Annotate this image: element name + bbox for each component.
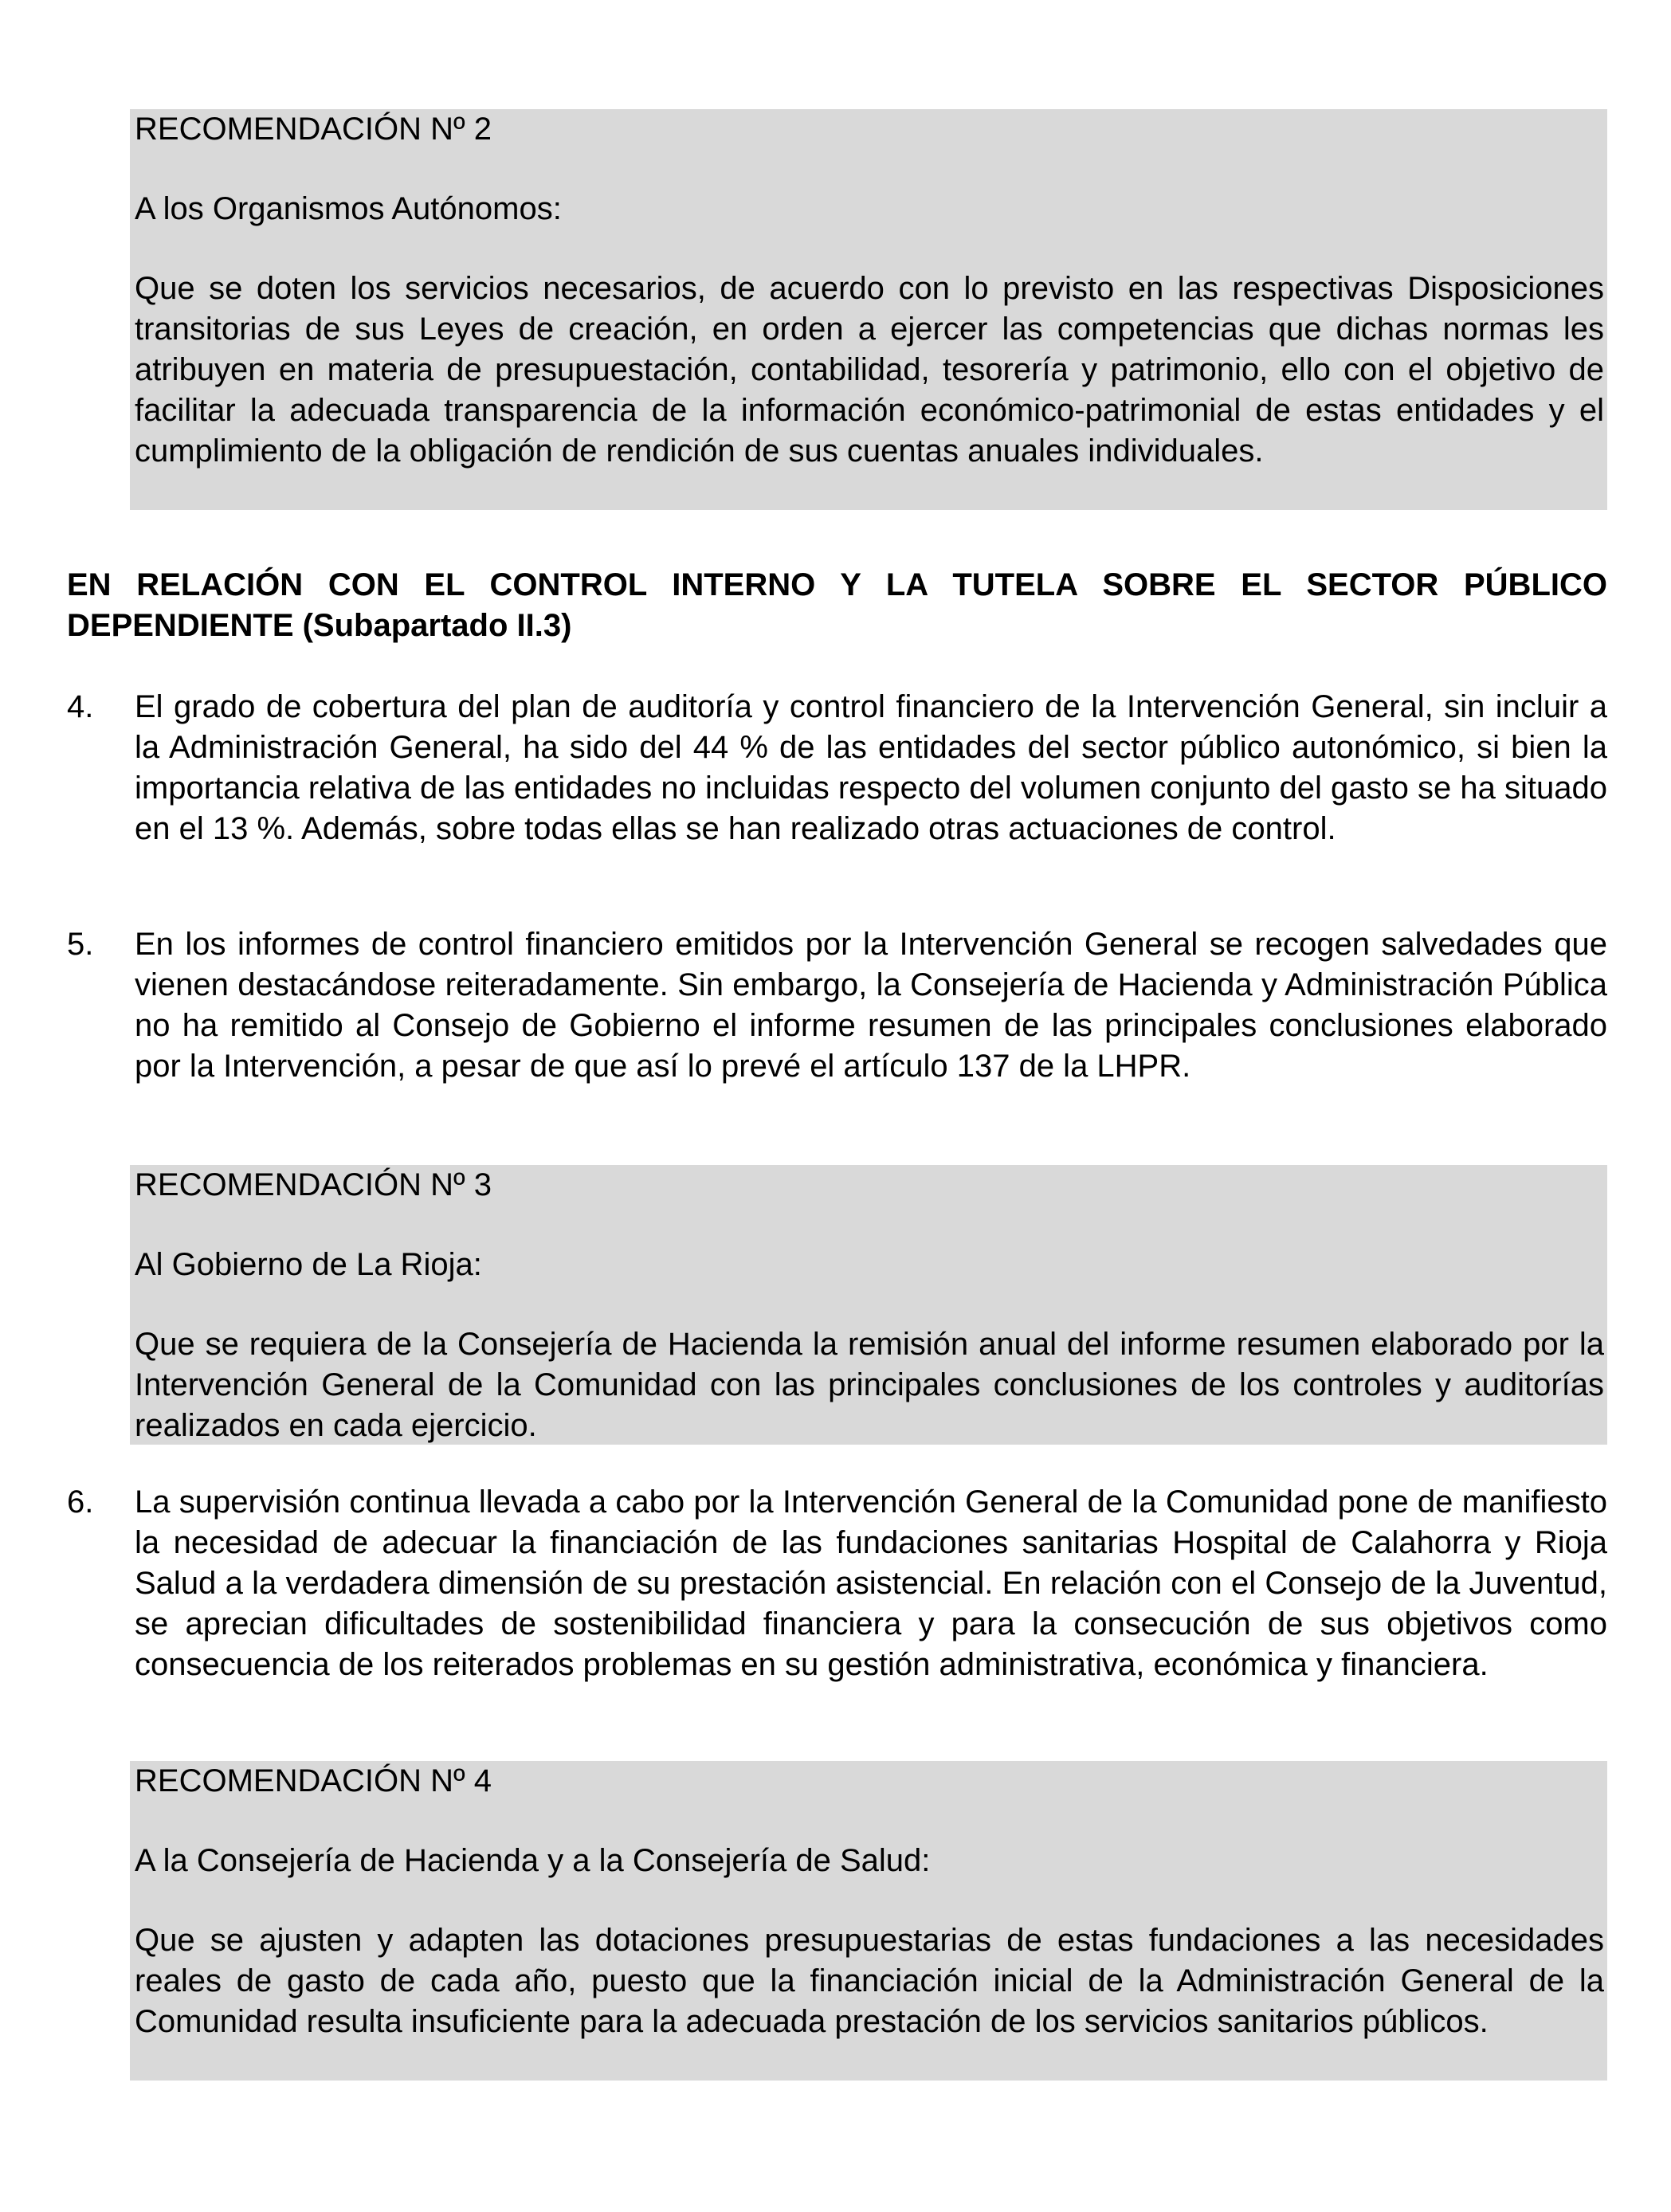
recommendation-3-box: [130, 1165, 1607, 1445]
recommendation-4-title: RECOMENDACIÓN Nº 4: [135, 1763, 492, 1798]
list-item-4: [67, 687, 1607, 849]
recommendation-2-addressee: A los Organismos Autónomos:: [135, 191, 562, 226]
item-number: 6.: [67, 1484, 94, 1520]
item-text: En los informes de control financiero emitidos por la Intervención General se recogen salvedades que vienen destacándose reiteradamente. Sin embargo, la Consejería de Hacienda y Administración Pública no ha remitido al Consejo de Gobierno el informe resumen de las principales conclusiones elaborado por la Intervención, a pesar de que así lo prevé el artículo 137 de la LHPR.: [135, 927, 1607, 1084]
recommendation-2-body: Que se doten los servicios necesarios, de acuerdo con lo previsto en las respectivas Disposiciones transitorias de sus Leyes de creación, en orden a ejercer las competencias que dichas normas les atribuyen en materia de presupuestación, contabilidad, tesorería y patrimonio, ello con el objetivo de facilitar la adecuada transparencia de la información económico-patrimonial de estas entidades y el cumplimiento de la obligación de rendición de sus cuentas anuales individuales.: [135, 271, 1604, 469]
item-text: El grado de cobertura del plan de auditoría y control financiero de la Intervención General, sin incluir a la Administración General, ha sido del 44 % de las entidades del sector público autonómico, si bien la importancia relativa de las entidades no incluidas respecto del volumen conjunto del gasto se ha situado en el 13 %. Además, sobre todas ellas se han realizado otras actuaciones de control.: [135, 689, 1607, 846]
recommendation-3-body: Que se requiera de la Consejería de Hacienda la remisión anual del informe resumen elaborado por la Intervención General de la Comunidad con las principales conclusiones de los controles y auditorías realizados en cada ejercicio.: [135, 1327, 1604, 1443]
list-item-6: [67, 1482, 1607, 1685]
recommendation-3-title: RECOMENDACIÓN Nº 3: [135, 1167, 492, 1202]
recommendation-4-addressee: A la Consejería de Hacienda y a la Consejería de Salud:: [135, 1843, 931, 1878]
recommendation-4-box: [130, 1761, 1607, 2081]
list-item-5: [67, 924, 1607, 1087]
recommendation-3-addressee: Al Gobierno de La Rioja:: [135, 1247, 482, 1282]
recommendation-2-box: [130, 109, 1607, 510]
item-text: La supervisión continua llevada a cabo por la Intervención General de la Comunidad pone de manifiesto la necesidad de adecuar la financiación de las fundaciones sanitarias Hospital de Calahorra y Rioja Salud a la verdadera dimensión de su prestación asistencial. En relación con el Consejo de la Juventud, se aprecian dificultades de sostenibilidad financiera y para la consecución de sus objetivos como consecuencia de los reiterados problemas en su gestión administrativa, económica y financiera.: [135, 1484, 1607, 1682]
item-number: 4.: [67, 689, 94, 724]
section-heading: EN RELACIÓN CON EL CONTROL INTERNO Y LA TUTELA SOBRE EL SECTOR PÚBLICO DEPENDIENTE (Subapartado II.3): [67, 567, 1607, 643]
recommendation-4-body: Que se ajusten y adapten las dotaciones presupuestarias de estas fundaciones a las necesidades reales de gasto de cada año, puesto que la financiación inicial de la Administración General de la Comunidad resulta insuficiente para la adecuada prestación de los servicios sanitarios públicos.: [135, 1923, 1604, 2039]
recommendation-2-title: RECOMENDACIÓN Nº 2: [135, 112, 492, 147]
item-number: 5.: [67, 927, 94, 962]
